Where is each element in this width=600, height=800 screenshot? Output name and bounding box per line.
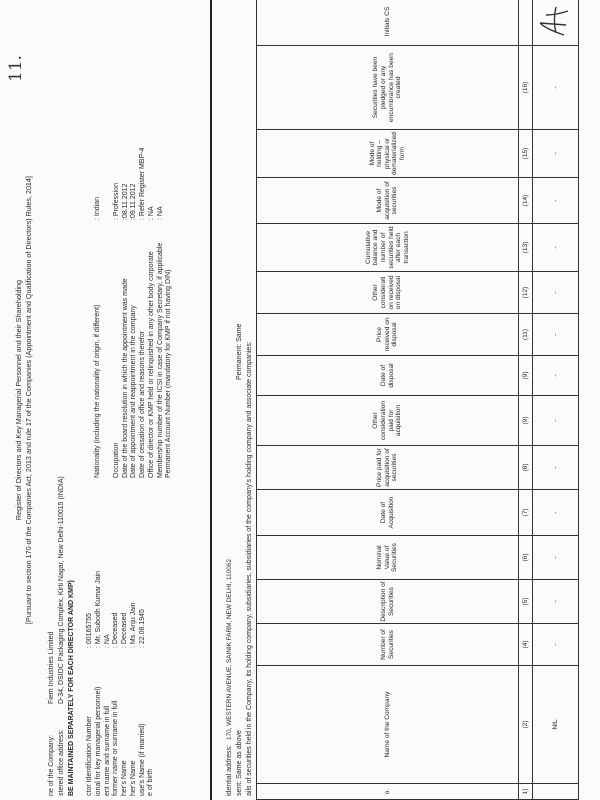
securities-details-heading: ails of securities held in the Company, its holding company, subsidiaries, subsidiaries of the company's holding company and associate companies: (246, 341, 253, 796)
col-number: (8) (519, 446, 533, 490)
field-value-pan: : NA (156, 206, 164, 220)
col-number: 1) (519, 784, 533, 800)
field-value-mother: : Deceased (121, 612, 128, 648)
col-header-price-received: Price received on disposal (257, 314, 519, 356)
field-label-kmp: ional for key managerial personnel) (94, 686, 102, 796)
field-value-former-name: : NA (103, 634, 111, 648)
registered-office-value: D-34, DSIDC Packaging Complex, Kirti Nagar, New Delhi-110015 (INDIA) (58, 476, 65, 704)
col-header-other-received: Other considerati on received on disposal (257, 272, 519, 314)
table-cell: - (533, 46, 579, 130)
col-header-sno: o. (257, 784, 519, 800)
right-field-labels (94, 243, 174, 478)
left-field-values (86, 571, 147, 648)
securities-table (256, 0, 579, 800)
table-cell: - (533, 446, 579, 490)
field-label-name: ent name and surname in full (103, 705, 111, 796)
table-cell: - (533, 356, 579, 396)
page-mark: 11. (6, 54, 26, 82)
col-number: (11) (519, 314, 533, 356)
col-header-disposal-date: Date of disposal (257, 356, 519, 396)
field-label-cessation: Date of cessation of office and reasons therefor (139, 331, 146, 478)
field-value-icsi: : NA (147, 206, 155, 220)
col-header-cumulative: Cumulative balance and number of securities held after each transaction (257, 224, 519, 272)
table-cell: - (533, 130, 579, 178)
field-label-mother: her's Name (129, 760, 137, 796)
field-label-father: her's Name (121, 760, 128, 796)
table-cell-company: NIL (533, 666, 579, 784)
field-value-spouse: : Ms. Anju Jain (129, 602, 137, 648)
register-subtitle: [Pursuant to section 170 of the Companies Act, 2013 and rule 17 of the Companies (Appointment and Qualification of Directors) Rules, 2014] (24, 176, 33, 624)
col-number: (12) (519, 272, 533, 314)
col-number: (9) (519, 356, 533, 396)
col-number: (13) (519, 224, 533, 272)
col-header-mode-acq: Mode of acquisition of securities (257, 178, 519, 224)
col-header-number: Number of Securities (257, 624, 519, 666)
field-label-icsi: Membership number of the ICSI in case of Company Secretary, if applicable (156, 242, 164, 478)
field-value-nationality: : Indian (94, 197, 101, 220)
table-cell: - (533, 490, 579, 536)
field-label-pan: Permanent Account Number (mandatory for KMP if not having DIN) (165, 269, 173, 478)
field-value-dob: : 22.08.1945 (138, 609, 146, 648)
residential-address-value: 170, WESTERN AVENUE, SAINIK FARM, NEW DELHI, 110062 (226, 559, 233, 740)
col-number: (16) (519, 46, 533, 130)
right-field-values (94, 148, 165, 220)
field-value-name: : Mr. Subodh Kumar Jain (94, 570, 102, 648)
residential-address-label: idential address: (226, 745, 233, 796)
col-header-company: Name of the Company (257, 666, 519, 784)
col-number: (2) (519, 666, 533, 784)
table-number-row (519, 0, 533, 800)
section-divider (210, 0, 212, 800)
table-cell: - (533, 536, 579, 580)
field-label-occupation: Occupation (112, 442, 120, 478)
field-value-father: : Deceased (112, 612, 120, 648)
col-header-other-paid: Other consideration paid for acquisition (257, 396, 519, 446)
field-label-board-resolution: Date of the board resolution in which the appointment was made (121, 278, 129, 478)
field-label-dob: e of birth (147, 768, 155, 796)
col-header-initials: Initials CS (257, 0, 519, 46)
table-cell: - (533, 580, 579, 624)
col-number: (5) (519, 580, 533, 624)
field-value-other-office: : Refer Register MBP-4 (139, 147, 146, 220)
field-value-board-resolution: :08.11.2012 (121, 183, 129, 220)
field-label-other-office: Office of director or KMP held or relinquished in any other body corporate (147, 251, 155, 478)
field-label-former-name: former name or surname in full (112, 700, 120, 796)
table-cell: - (533, 624, 579, 666)
left-field-labels (86, 687, 156, 796)
field-label-spouse: use's Name (if married) (138, 723, 146, 796)
field-value-occupation: : Profession (112, 183, 120, 220)
col-number: (4) (519, 624, 533, 666)
field-label-din: ctor Identification Number (86, 716, 93, 796)
permanent-address: Permanent: Same (236, 323, 243, 380)
col-header-nominal: Nominal Value of Securities (257, 536, 519, 580)
field-value-appointment-date: :09.11.2012 (130, 183, 138, 220)
col-header-acq-date: Date of Acquisition (257, 490, 519, 536)
table-cell: - (533, 314, 579, 356)
register-title: Register of Directors and Key Managerial Personnel and their Shareholding (14, 279, 23, 521)
col-header-pledged: Securities have been pledged or any encumbrance has been created (257, 46, 519, 130)
table-cell: - (533, 272, 579, 314)
table-cell: - (533, 178, 579, 224)
table-cell-initials (533, 0, 579, 46)
field-label-appointment-date: Date of appointment and reappointment in the company (130, 305, 138, 478)
company-name-value: Fiem Industries Limited (48, 631, 55, 704)
registered-office-label: stered office address: (58, 729, 65, 796)
table-row (533, 0, 579, 800)
signature-initials (534, 2, 574, 42)
col-number: (15) (519, 130, 533, 178)
table-cell: - (533, 224, 579, 272)
field-value-din: : 00165755 (86, 612, 93, 648)
col-number: (6) (519, 536, 533, 580)
table-cell (533, 784, 579, 800)
present-address: sent: Same as above (236, 730, 243, 796)
maintenance-note: BE MAINTAINED SEPARATELY FOR EACH DIRECTOR AND KMP) (68, 580, 75, 796)
company-name-label: ne of the Company: (48, 734, 55, 796)
col-number (519, 0, 533, 46)
col-header-description: Description of Securities (257, 580, 519, 624)
col-number: (9) (519, 396, 533, 446)
field-label-nationality: Nationality (including the nationality of origin, if different) (94, 304, 101, 478)
col-number: (7) (519, 490, 533, 536)
col-header-price-paid: Price paid for acquisition of securities (257, 446, 519, 490)
col-number: (14) (519, 178, 533, 224)
table-cell: - (533, 396, 579, 446)
col-header-mode-holding: Mode of holding – physical or dematerialized form (257, 130, 519, 178)
table-header-row (257, 0, 519, 800)
